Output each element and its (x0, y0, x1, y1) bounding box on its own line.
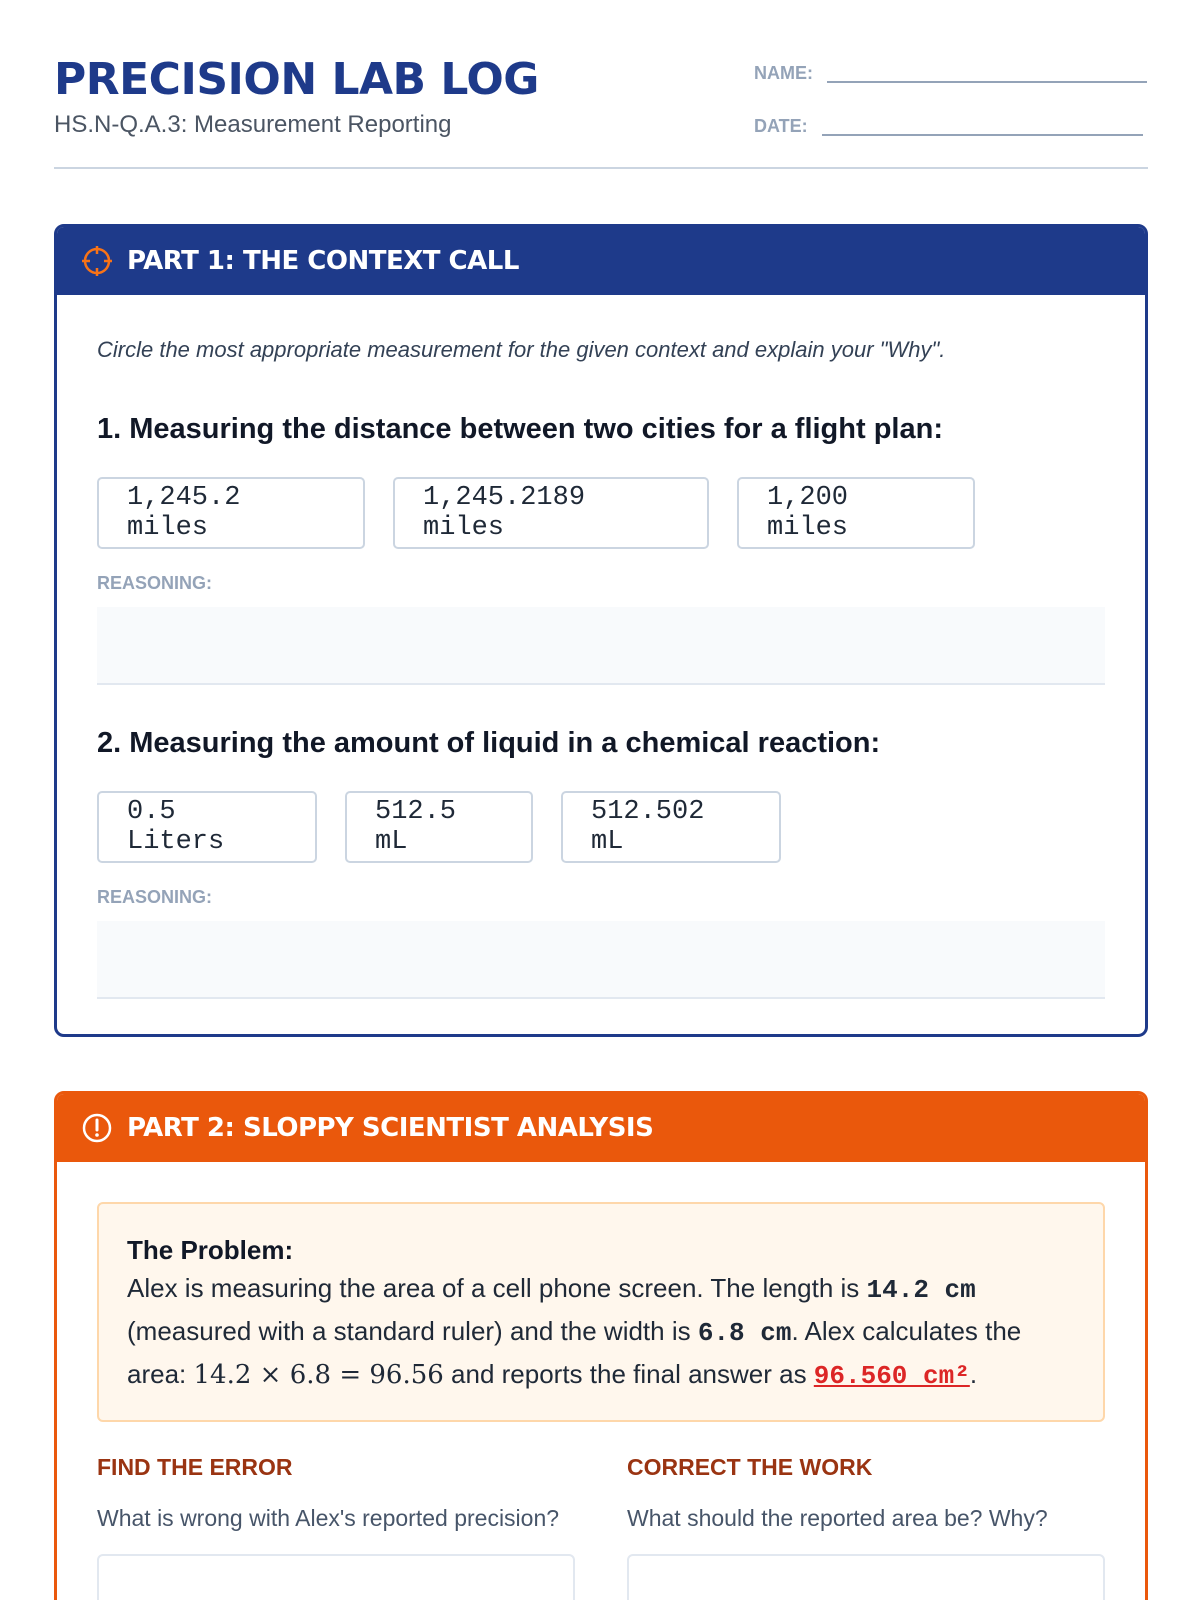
date-field-row (754, 116, 1143, 136)
date-field[interactable] (822, 116, 1143, 136)
page-title: PRECISION LAB LOG (54, 54, 539, 105)
reasoning-label: REASONING: (97, 573, 213, 593)
part2-header (57, 1094, 1145, 1162)
problem-box (97, 1202, 1105, 1422)
part2-card (54, 1091, 1148, 1600)
option-box[interactable]: 512.502 mL (561, 791, 781, 863)
find-error-heading: FIND THE ERROR (97, 1454, 293, 1480)
question-1-options (97, 477, 975, 549)
alert-circle-icon (81, 1112, 113, 1144)
part1-title: PART 1: THE CONTEXT CALL (127, 246, 519, 276)
part1-header (57, 227, 1145, 295)
part2-title: PART 2: SLOPPY SCIENTIST ANALYSIS (127, 1113, 654, 1143)
problem-text: Alex is measuring the area of a cell phone screen. The length is 14.2 cm (measured with a standard ruler) and the width is 6.8 cm. Alex calculates the area: 14.2 × 6.8 = 96.56 and reports the final answer as 96.560 cm². (127, 1273, 1022, 1391)
crosshair-icon (81, 245, 113, 277)
question-2-options (97, 791, 781, 863)
correct-work-question: What should the reported area be? Why? (627, 1505, 1048, 1531)
problem-heading: The Problem: (127, 1235, 294, 1265)
find-error-question: What is wrong with Alex's reported precision? (97, 1505, 560, 1531)
reported-answer: 96.560 cm² (813, 1361, 970, 1391)
date-label: DATE: (754, 116, 808, 136)
page-subtitle: HS.N-Q.A.3: Measurement Reporting (54, 111, 452, 138)
part1-instructions: Circle the most appropriate measurement for the given context and explain your "Why". (97, 337, 946, 362)
name-field-row (754, 63, 1147, 83)
width-value: 6.8 cm (697, 1318, 792, 1348)
reasoning-input-1[interactable] (97, 607, 1105, 685)
length-value: 14.2 cm (866, 1275, 976, 1305)
option-box[interactable]: 0.5 Liters (97, 791, 317, 863)
option-box[interactable]: 512.5 mL (345, 791, 533, 863)
correct-work-column (627, 1454, 1105, 1600)
option-box[interactable]: 1,245.2 miles (97, 477, 365, 549)
option-box[interactable]: 1,245.2189 miles (393, 477, 709, 549)
find-error-answer-box[interactable] (97, 1554, 575, 1600)
part1-card (54, 224, 1148, 1037)
reasoning-input-2[interactable] (97, 921, 1105, 999)
area-equation: 14.2 × 6.8 = 96.56 (193, 1360, 444, 1390)
name-field[interactable] (827, 63, 1147, 83)
correct-work-heading: CORRECT THE WORK (627, 1454, 873, 1480)
question-1-prompt: 1. Measuring the distance between two cities for a flight plan: (97, 413, 943, 445)
correct-work-answer-box[interactable] (627, 1554, 1105, 1600)
find-error-column (97, 1454, 575, 1600)
option-box[interactable]: 1,200 miles (737, 477, 975, 549)
question-2-prompt: 2. Measuring the amount of liquid in a chemical reaction: (97, 727, 881, 759)
name-label: NAME: (754, 63, 813, 83)
reasoning-label: REASONING: (97, 887, 213, 907)
